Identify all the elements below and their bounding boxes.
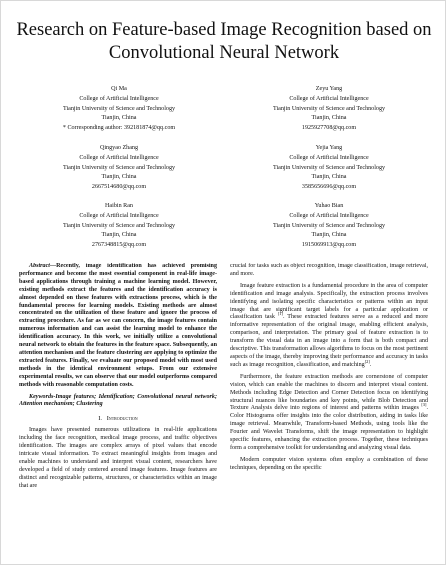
- author-university: Tianjin University of Science and Technology: [272, 105, 386, 112]
- author-block-2: [229, 85, 429, 134]
- keywords: Keywords-Image features; Identification; Convolutional neural network; Attention mechanism; Clustering: [19, 393, 217, 408]
- text-run: Image feature extraction is a fundamental procedure in the area of computer identification and image analysis. Specifically, the extraction process involves identifying and isolating specific characteristics or patterns within an input image that are significant target labels for a particular application or classification task: [230, 282, 428, 321]
- author-city: Tianjin, China: [311, 174, 347, 181]
- author-affiliation: College of Artificial Intelligence: [79, 212, 159, 219]
- citation: [1]: [277, 311, 283, 317]
- text-run: .: [369, 361, 372, 368]
- author-name: Haibin Ran: [105, 203, 133, 209]
- citation: [3]: [421, 402, 427, 408]
- author-city: Tianjin, China: [101, 174, 137, 181]
- author-affiliation: College of Artificial Intelligence: [289, 212, 369, 219]
- author-city: Tianjin, China: [311, 232, 347, 239]
- abstract-lead: Abstract: [29, 263, 50, 269]
- author-city: Tianjin, China: [101, 232, 137, 239]
- text-run: . Color Histograms offer insights into the color distribution, aiding in tasks like image retrieval. Meanwhile, Transform-based Methods, using tools like the Fourier and Wavelet Transforms, shift the image representation to highlight specific features, enhancing the extraction process. Together, these techniques form a comprehensive toolkit for understanding and analyzing visual data.: [230, 405, 428, 452]
- author-affiliation: College of Artificial Intelligence: [79, 95, 159, 102]
- author-name: Yejia Yang: [315, 145, 343, 151]
- paragraph-continued: crucial for tasks such as object recognition, image classification, image retrieval, and more.: [230, 263, 428, 277]
- author-affiliation: College of Artificial Intelligence: [289, 95, 369, 102]
- author-email: 2767348815@qq.com: [91, 242, 147, 249]
- author-block-3: [19, 144, 219, 193]
- text-run: . These extracted features serve as a reduced and more informative representation of the original image, enabling efficient analysis, comparison, and interpretation. The primary goal of feature extraction is to transform the visual data in an image into a form that is both compact and descriptive. This transformation allows algorithms to focus on the most pertinent aspects of the image, thereby improving their performance and accuracy in tasks such as image recognition, classification, and matching: [230, 314, 428, 368]
- author-university: Tianjin University of Science and Technology: [272, 222, 386, 229]
- author-name: Qi Ma: [111, 86, 127, 92]
- abstract-body: Recently, image identification has achieved promising performance and become the most essential component in real-life image-based applications through training a machine learning model. However, existing methods extract the features and the identification accuracy is almost depended on these features with extractions process, which is the fundamental process for learning models. Existing methods are almost concentrated on the utilization of these feature and ignore the process of extracting procedure. As far as we can concern, the image features contain numerous information and can assist the learning model to enhance the identification accuracy. In this work, we initially utilize a convolutional neural network to obtain the features in the feature space. Subsequently, an attention mechanism and the feature clustering are applying to optimize the extracted features. Finally, we evaluate our proposed model with most used methods in the identical environment setups. From our extensive experimental results, we can observe that our model outperforms compared methods with reasonable computation costs.: [19, 263, 217, 388]
- author-affiliation: College of Artificial Intelligence: [79, 154, 159, 161]
- author-name: Zeyu Yang: [315, 86, 343, 92]
- author-affiliation: College of Artificial Intelligence: [289, 154, 369, 161]
- author-email: 3585656696@qq.com: [301, 184, 357, 191]
- author-university: Tianjin University of Science and Technology: [272, 164, 386, 171]
- section-title: Introduction: [106, 415, 138, 423]
- section-number: I.: [98, 415, 102, 423]
- author-block-5: [19, 202, 219, 251]
- author-university: Tianjin University of Science and Technology: [62, 164, 176, 171]
- left-column: [19, 263, 217, 563]
- abstract-dash: —: [50, 263, 57, 269]
- author-block-6: [229, 202, 429, 251]
- author-university: Tianjin University of Science and Technology: [62, 222, 176, 229]
- intro-paragraph: Images have presented numerous utilizations in real-life applications including the face recognition, medical image process, and traffic objectives identification. The images are complex arrays of pixel values that encode intricate visual information. To extract meaningful insights from images and enable machines to understand and interpret visual content, researchers have developed a field of study centered around image features. Image features are distinct and recognizable patterns, structures, or characteristics within an image that are: [19, 427, 217, 489]
- paper-title: Research on Feature-based Image Recognition based on Convolutional Neural Network: [16, 20, 432, 63]
- author-email: 1915069913@qq.com: [301, 242, 357, 249]
- paragraph-modern-systems: Modern computer vision systems often employ a combination of these techniques, depending on the specific: [230, 456, 428, 471]
- text-run: Furthermore, the feature extraction methods are cornerstone of computer vision, which can enable the machines to discern and interpret visual content. Methods including Edge Detection and Corner Detection focus on identifying structural nuances like boundaries and key points, while Blob Detection and Texture Analysis delve into regions of interest and patterns within images: [230, 373, 428, 412]
- author-block-1: [19, 85, 219, 134]
- author-email: * Corresponding author: 392181874@qq.com: [62, 125, 176, 132]
- author-university: Tianjin University of Science and Technology: [62, 105, 176, 112]
- author-city: Tianjin, China: [101, 115, 137, 122]
- author-city: Tianjin, China: [311, 115, 347, 122]
- abstract: [19, 263, 217, 390]
- author-name: Qingyao Zhang: [99, 145, 139, 151]
- citation: [2]: [364, 358, 370, 364]
- author-email: 1925927708@qq.com: [301, 125, 357, 132]
- author-name: Yuhao Bian: [314, 203, 344, 209]
- author-block-4: [229, 144, 429, 193]
- author-email: 2667514680@qq.com: [91, 184, 147, 191]
- paragraph-feature-extraction: [230, 283, 428, 370]
- right-column: [230, 263, 428, 563]
- section-heading-introduction: [19, 415, 217, 423]
- paragraph-extraction-methods: [230, 374, 428, 453]
